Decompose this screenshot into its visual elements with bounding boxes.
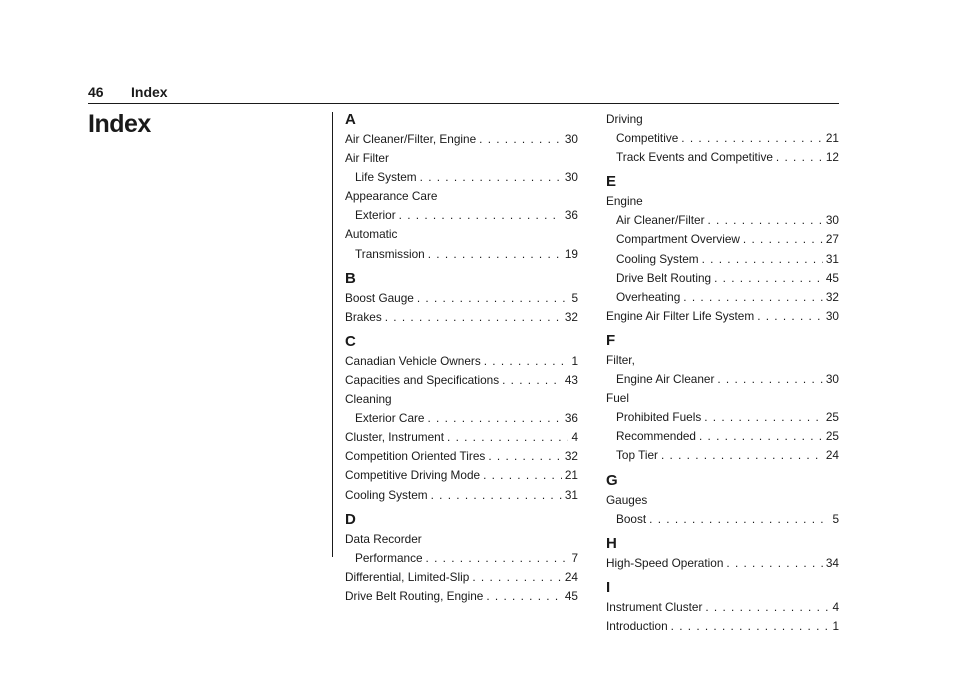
index-heading: Air Filter xyxy=(345,151,389,166)
index-heading: Automatic xyxy=(345,227,398,242)
index-entry xyxy=(345,447,578,466)
entry-label: Brakes xyxy=(345,309,382,324)
index-entry xyxy=(345,568,578,587)
entry-label: Overheating xyxy=(616,289,681,304)
page-reference: 5 xyxy=(832,511,839,526)
page-number: 46 xyxy=(88,84,104,100)
entry-label: Performance xyxy=(355,550,423,565)
dot-leader xyxy=(702,250,823,269)
page-reference: 25 xyxy=(825,410,839,425)
index-subentry xyxy=(606,446,839,465)
entry-label: Competition Oriented Tires xyxy=(345,449,486,464)
index-subentry xyxy=(606,288,839,307)
entry-label: Engine Air Filter Life System xyxy=(606,308,755,323)
page-reference: 31 xyxy=(825,251,839,266)
dot-leader xyxy=(776,148,823,167)
entry-label: Track Events and Competitive xyxy=(616,150,773,165)
column-divider xyxy=(332,112,333,557)
dot-leader xyxy=(714,269,823,288)
entry-label: Differential, Limited-Slip xyxy=(345,569,470,584)
page-reference: 12 xyxy=(825,150,839,165)
page-reference: 36 xyxy=(564,411,578,426)
entry-label: Competitive xyxy=(616,131,679,146)
index-subentry xyxy=(345,549,578,568)
dot-leader xyxy=(472,568,562,587)
index-entry xyxy=(606,307,839,326)
page-reference: 19 xyxy=(564,246,578,261)
page-reference: 45 xyxy=(564,588,578,603)
dot-leader xyxy=(488,447,562,466)
dot-leader xyxy=(486,587,562,606)
dot-leader xyxy=(428,409,562,428)
index-entry xyxy=(345,466,578,485)
index-entry xyxy=(345,486,578,505)
entry-label: Engine Air Cleaner xyxy=(616,372,715,387)
dot-leader xyxy=(699,427,823,446)
page-reference: 34 xyxy=(825,555,839,570)
page-reference: 30 xyxy=(825,372,839,387)
page-reference: 30 xyxy=(564,132,578,146)
entry-label: Drive Belt Routing xyxy=(616,270,712,285)
dot-leader xyxy=(704,408,823,427)
page-reference: 21 xyxy=(564,468,578,483)
page-title: Index xyxy=(88,110,151,138)
entry-label: Boost xyxy=(616,511,647,526)
page-reference: 27 xyxy=(825,232,839,247)
section-letter-b: B xyxy=(345,269,356,287)
dot-leader xyxy=(417,289,569,308)
index-heading: Gauges xyxy=(606,492,648,507)
dot-leader xyxy=(743,230,823,249)
index-subentry xyxy=(345,409,578,428)
dot-leader xyxy=(420,168,562,187)
page-reference: 32 xyxy=(564,309,578,324)
index-heading: Appearance Care xyxy=(345,189,438,204)
dot-leader xyxy=(426,549,569,568)
page-reference: 4 xyxy=(571,430,578,445)
entry-label: Cooling System xyxy=(345,487,428,502)
entry-label: Drive Belt Routing, Engine xyxy=(345,588,484,603)
index-entry xyxy=(606,554,839,573)
index-subentry xyxy=(345,245,578,264)
index-subentry xyxy=(606,211,839,230)
page-reference: 43 xyxy=(564,372,578,387)
entry-label: Canadian Vehicle Owners xyxy=(345,353,481,368)
entry-label: Cooling System xyxy=(616,251,699,266)
entry-label: Recommended xyxy=(616,429,696,444)
index-entry xyxy=(345,308,578,327)
dot-leader xyxy=(649,510,829,529)
index-heading: Cleaning xyxy=(345,392,392,407)
index-subentry xyxy=(606,427,839,446)
dot-leader xyxy=(683,288,823,307)
index-heading: Engine xyxy=(606,194,643,209)
dot-leader xyxy=(484,352,569,371)
entry-label: Introduction xyxy=(606,618,668,633)
page-reference: 1 xyxy=(571,353,578,368)
page-reference: 1 xyxy=(832,618,839,633)
index-entry xyxy=(345,130,578,149)
entry-label: Competitive Driving Mode xyxy=(345,468,481,483)
section-letter-i: I xyxy=(606,578,611,596)
index-entry xyxy=(606,598,839,617)
index-subentry xyxy=(606,148,839,167)
entry-label: Compartment Overview xyxy=(616,232,740,247)
page-header xyxy=(88,84,839,104)
page-reference: 31 xyxy=(564,487,578,502)
index-heading: Filter, xyxy=(606,352,635,367)
dot-leader xyxy=(726,554,822,573)
dot-leader xyxy=(757,307,823,326)
index-entry xyxy=(606,617,839,636)
entry-label: Life System xyxy=(355,170,417,185)
section-letter-g: G xyxy=(606,471,618,489)
dot-leader xyxy=(428,245,562,264)
index-subentry xyxy=(606,408,839,427)
index-entry xyxy=(345,428,578,447)
index-subentry xyxy=(606,230,839,249)
entry-label: Exterior Care xyxy=(355,411,425,426)
dot-leader xyxy=(479,130,562,149)
index-entry xyxy=(345,371,578,390)
entry-label: Exterior xyxy=(355,208,396,223)
page-reference: 25 xyxy=(825,429,839,444)
index-subentry xyxy=(606,269,839,288)
index-heading: Data Recorder xyxy=(345,531,422,546)
index-column-2 xyxy=(606,110,839,636)
dot-leader xyxy=(705,598,829,617)
entry-label: Boost Gauge xyxy=(345,290,414,305)
index-subentry xyxy=(606,370,839,389)
dot-leader xyxy=(661,446,823,465)
entry-label: Cluster, Instrument xyxy=(345,430,445,445)
entry-label: High-Speed Operation xyxy=(606,555,724,570)
dot-leader xyxy=(399,206,562,225)
header-rule xyxy=(88,103,839,104)
page-reference: 30 xyxy=(825,308,839,323)
index-subentry xyxy=(606,250,839,269)
index-subentry xyxy=(606,129,839,148)
dot-leader xyxy=(431,486,562,505)
dot-leader xyxy=(385,308,562,327)
index-entry xyxy=(345,352,578,371)
section-letter-e: E xyxy=(606,173,617,191)
entry-label: Prohibited Fuels xyxy=(616,410,702,425)
dot-leader xyxy=(671,617,830,636)
index-entry xyxy=(345,587,578,606)
entry-label: Instrument Cluster xyxy=(606,599,703,614)
index-heading: Driving xyxy=(606,112,643,126)
index-subentry xyxy=(345,168,578,187)
page-reference: 32 xyxy=(825,289,839,304)
page-reference: 30 xyxy=(564,170,578,185)
entry-label: Air Cleaner/Filter, Engine xyxy=(345,132,477,146)
section-letter-h: H xyxy=(606,534,617,552)
section-letter-c: C xyxy=(345,332,356,350)
entry-label: Capacities and Specifications xyxy=(345,372,500,387)
page-reference: 32 xyxy=(564,449,578,464)
page-reference: 30 xyxy=(825,213,839,228)
index-column-1 xyxy=(345,110,578,606)
dot-leader xyxy=(447,428,568,447)
dot-leader xyxy=(681,129,823,148)
dot-leader xyxy=(502,371,562,390)
dot-leader xyxy=(717,370,823,389)
section-letter-d: D xyxy=(345,510,356,528)
page-reference: 21 xyxy=(825,131,839,146)
dot-leader xyxy=(708,211,823,230)
page-reference: 5 xyxy=(571,290,578,305)
header-title: Index xyxy=(131,84,168,100)
page-reference: 24 xyxy=(564,569,578,584)
dot-leader xyxy=(483,466,562,485)
page-reference: 36 xyxy=(564,208,578,223)
entry-label: Transmission xyxy=(355,246,425,261)
page-reference: 24 xyxy=(825,448,839,463)
index-entry xyxy=(345,289,578,308)
entry-label: Top Tier xyxy=(616,448,658,463)
index-heading: Fuel xyxy=(606,391,629,406)
page-reference: 45 xyxy=(825,270,839,285)
page-reference: 7 xyxy=(571,550,578,565)
section-letter-a: A xyxy=(345,111,356,128)
section-letter-f: F xyxy=(606,331,616,349)
page-reference: 4 xyxy=(832,599,839,614)
index-subentry xyxy=(345,206,578,225)
index-subentry xyxy=(606,510,839,529)
entry-label: Air Cleaner/Filter xyxy=(616,213,705,228)
